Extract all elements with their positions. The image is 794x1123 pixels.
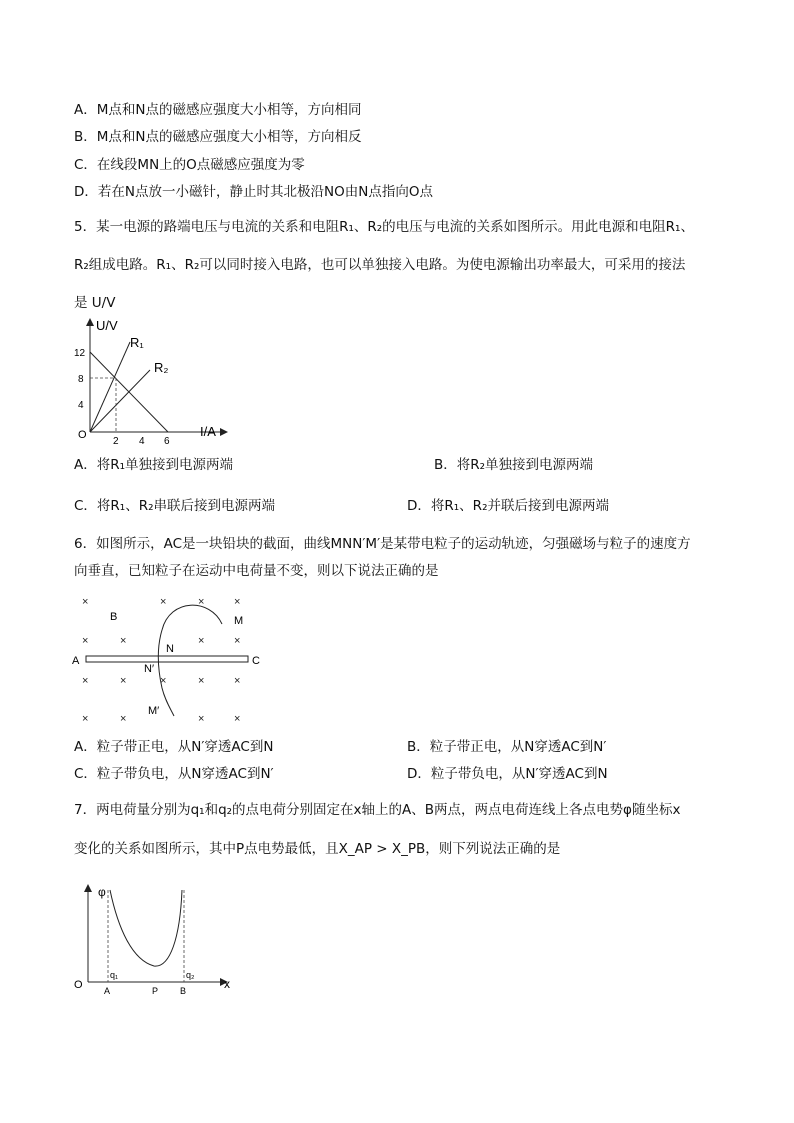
svg-text:×: × [120, 675, 127, 687]
q5-option-c: C．将R₁、R₂串联后接到电源两端 [74, 498, 276, 514]
q4-option-b: B．M点和N点的磁感应强度大小相等，方向相反 [74, 129, 362, 145]
q6-option-a: A．粒子带正电，从N′穿透AC到N [74, 739, 274, 755]
q5-ui-graph [70, 314, 240, 446]
svg-text:×: × [82, 713, 89, 725]
point-n-label: N [166, 643, 174, 655]
q6-option-c: C．粒子带负电，从N穿透AC到N′ [74, 766, 274, 782]
svg-text:×: × [198, 713, 205, 725]
q5-option-d: D．将R₁、R₂并联后接到电源两端 [407, 498, 609, 514]
point-b-label: B [180, 986, 187, 996]
y-tick-12: 12 [74, 348, 86, 359]
svg-text:×: × [120, 713, 127, 725]
x-tick-2: 2 [113, 436, 119, 446]
q6-magnetic-field-figure [70, 590, 270, 730]
field-label: B [110, 611, 118, 623]
point-p-label: P [152, 986, 159, 996]
y-tick-8: 8 [78, 374, 84, 385]
q4-option-c: C．在线段MN上的O点磁感应强度为零 [74, 157, 305, 173]
x-tick-6: 6 [164, 436, 170, 446]
q6-stem-line2: 向垂直，已知粒子在运动中电荷量不变，则以下说法正确的是 [74, 563, 439, 579]
point-m-label: M [234, 615, 244, 627]
point-n-prime-label: N′ [144, 663, 155, 675]
q7-stem-line1: 7．两电荷量分别为q₁和q₂的点电荷分别固定在x轴上的A、B两点，两点电荷连线上各点电势φ随坐标x [74, 802, 681, 818]
svg-text:×: × [82, 675, 89, 687]
q4-option-d: D．若在N点放一小磁针，静止时其北极沿NO由N点指向O点 [74, 184, 433, 200]
q6-stem-line1: 6．如图所示，AC是一块铅块的截面，曲线MNN′M′是某带电粒子的运动轨迹，匀强磁场与粒子的速度方 [74, 536, 691, 552]
svg-text:×: × [234, 596, 241, 608]
q6-option-b: B．粒子带正电，从N穿透AC到N′ [407, 739, 607, 755]
svg-text:×: × [160, 675, 167, 687]
point-a-label: A [72, 655, 80, 667]
svg-text:×: × [234, 635, 241, 647]
svg-text:×: × [234, 713, 241, 725]
svg-text:×: × [82, 596, 89, 608]
q6-option-d: D．粒子带负电，从N′穿透AC到N [407, 766, 608, 782]
q5-option-a: A．将R₁单独接到电源两端 [74, 457, 234, 473]
q5-stem-line3: 是 U/V [74, 295, 116, 311]
x-axis-label: I/A [200, 424, 216, 439]
y-axis-label: U/V [96, 318, 118, 333]
q5-stem-line2: R₂组成电路。R₁、R₂可以同时接入电路，也可以单独接入电路。为使电源输出功率最大，可采用的接法 [74, 257, 686, 273]
q2-label: q₂ [186, 970, 195, 980]
svg-text:×: × [198, 596, 205, 608]
origin-label: O [74, 979, 83, 991]
q5-option-b: B．将R₂单独接到电源两端 [434, 457, 594, 473]
q7-stem-line2: 变化的关系如图所示，其中P点电势最低，且X_AP > X_PB，则下列说法正确的是 [74, 841, 561, 857]
svg-text:×: × [160, 596, 167, 608]
phi-axis-label: φ [98, 885, 106, 899]
x-axis-label: x [224, 977, 230, 991]
point-m-prime-label: M′ [148, 705, 160, 717]
q7-potential-graph [70, 878, 250, 998]
x-tick-4: 4 [139, 436, 145, 446]
svg-text:×: × [198, 675, 205, 687]
svg-text:×: × [82, 635, 89, 647]
origin-label: O [78, 429, 87, 441]
svg-text:×: × [198, 635, 205, 647]
q4-option-a: A．M点和N点的磁感应强度大小相等，方向相同 [74, 102, 362, 118]
svg-text:×: × [120, 635, 127, 647]
point-a-label: A [104, 986, 111, 996]
r1-line-label: R₁ [130, 335, 144, 350]
r2-line-label: R₂ [154, 360, 169, 375]
y-tick-4: 4 [78, 400, 84, 411]
q1-label: q₁ [110, 970, 119, 980]
point-c-label: C [252, 655, 260, 667]
svg-text:×: × [234, 675, 241, 687]
q5-stem-line1: 5．某一电源的路端电压与电流的关系和电阻R₁、R₂的电压与电流的关系如图所示。用此电源和电阻R₁、 [74, 219, 694, 235]
